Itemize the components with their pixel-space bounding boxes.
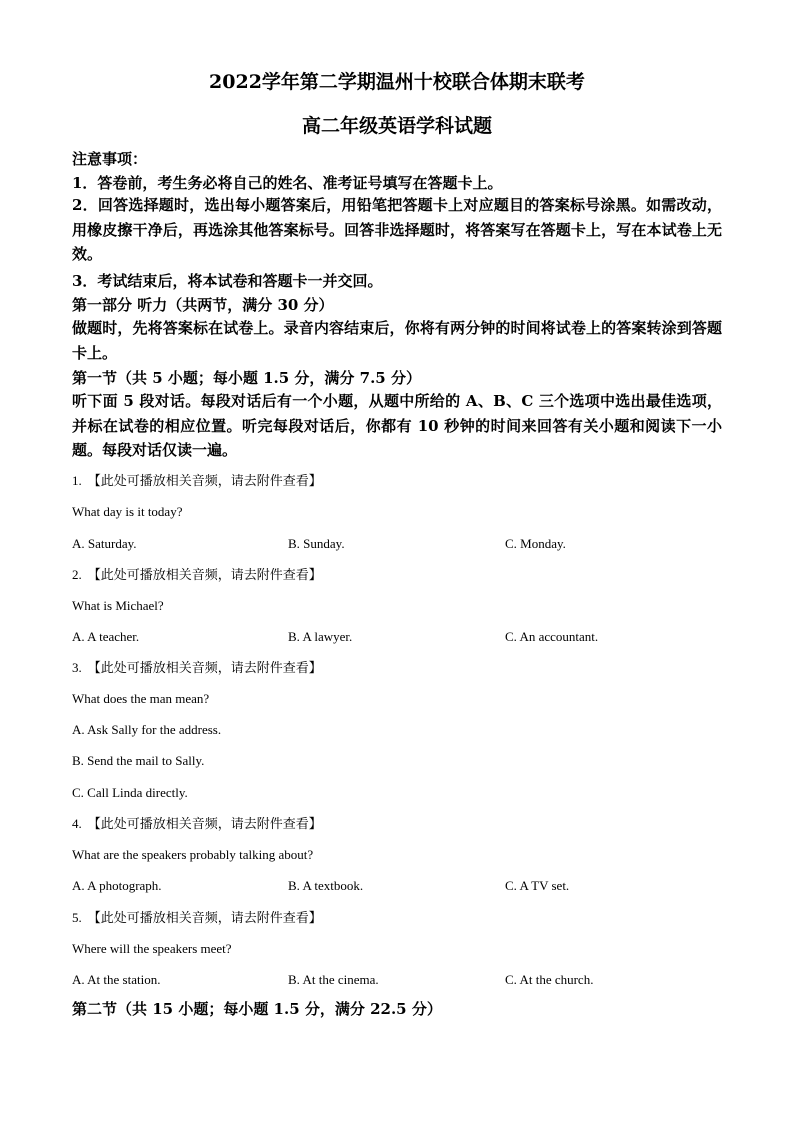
audio-note: 【此处可播放相关音频，请去附件查看】 — [87, 567, 322, 582]
question-3-option-b: B. Send the mail to Sally. — [72, 753, 205, 768]
question-2-option-c: C. An accountant. — [505, 629, 599, 644]
question-1-audio-note — [72, 472, 322, 490]
notice-item-2: 2．回答选择题时，选出每小题答案后，用铅笔把答题卡上对应题目的答案标号涂黑。如需改动，用橡皮擦干净后，再选涂其他答案标号。回答非选择题时，将答案写在答题卡上，写在本试卷上无效。 — [72, 196, 722, 263]
question-number: 4. — [72, 816, 82, 831]
question-2-text: What is Michael? — [72, 598, 164, 613]
audio-note: 【此处可播放相关音频，请去附件查看】 — [87, 910, 322, 925]
audio-note: 【此处可播放相关音频，请去附件查看】 — [87, 473, 322, 488]
question-5-option-c: C. At the church. — [505, 972, 594, 987]
question-4-text: What are the speakers probably talking about? — [72, 847, 314, 862]
audio-note: 【此处可播放相关音频，请去附件查看】 — [87, 816, 322, 831]
question-5-option-b: B. At the cinema. — [288, 972, 379, 987]
exam-title: 2022学年第二学期温州十校联合体期末联考 — [209, 71, 585, 93]
question-5-text: Where will the speakers meet? — [72, 941, 232, 956]
question-3-option-a: A. Ask Sally for the address. — [72, 722, 222, 737]
question-1-option-b: B. Sunday. — [288, 536, 345, 551]
question-number: 1. — [72, 473, 82, 488]
question-3-option-c: C. Call Linda directly. — [72, 785, 188, 800]
section1-heading: 第一节（共 5 小题；每小题 1.5 分，满分 7.5 分） — [72, 369, 421, 387]
question-5-audio-note — [72, 909, 322, 927]
audio-note: 【此处可播放相关音频，请去附件查看】 — [87, 660, 322, 675]
question-number: 3. — [72, 660, 82, 675]
question-4-option-a: A. A photograph. — [72, 878, 162, 893]
question-3-audio-note — [72, 659, 322, 677]
question-1-option-a: A. Saturday. — [72, 536, 137, 551]
question-3-text: What does the man mean? — [72, 691, 210, 706]
question-number: 5. — [72, 910, 82, 925]
question-5-option-a: A. At the station. — [72, 972, 161, 987]
question-1-text: What day is it today? — [72, 504, 183, 519]
part1-heading: 第一部分 听力（共两节，满分 30 分） — [72, 296, 334, 314]
notice-item-3: 3．考试结束后，将本试卷和答题卡一并交回。 — [72, 272, 383, 290]
notice-item-1: 1．答卷前，考生务必将自己的姓名、准考证号填写在答题卡上。 — [72, 174, 503, 192]
notice-heading: 注意事项： — [72, 150, 148, 168]
question-number: 2. — [72, 567, 82, 582]
part1-instructions: 做题时，先将答案标在试卷上。录音内容结束后，你将有两分钟的时间将试卷上的答案转涂到答题卡上。 — [72, 319, 722, 362]
question-1-option-c: C. Monday. — [505, 536, 566, 551]
section2-heading: 第二节（共 15 小题；每小题 1.5 分，满分 22.5 分） — [72, 1000, 442, 1018]
question-2-option-b: B. A lawyer. — [288, 629, 353, 644]
question-2-audio-note — [72, 566, 322, 584]
question-2-option-a: A. A teacher. — [72, 629, 140, 644]
question-4-audio-note — [72, 815, 322, 833]
question-4-option-b: B. A textbook. — [288, 878, 364, 893]
section1-instructions: 听下面 5 段对话。每段对话后有一个小题，从题中所给的 A、B、C 三个选项中选出最佳选项，并标在试卷的相应位置。听完每段对话后，你都有 10 秒钟的时间来回答有关小题和阅读下一小题。每段对话仅读一遍。 — [72, 392, 722, 459]
exam-subtitle: 高二年级英语学科试题 — [301, 115, 492, 137]
question-4-option-c: C. A TV set. — [505, 878, 570, 893]
